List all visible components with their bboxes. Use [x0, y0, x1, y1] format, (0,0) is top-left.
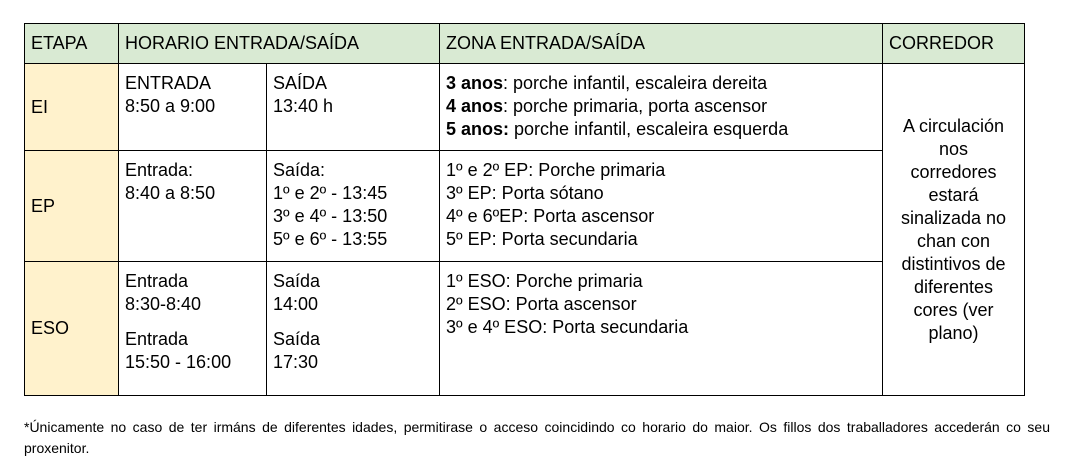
corredor-line: A circulación	[902, 115, 1005, 136]
eso-entrada-time: 15:50 - 16:00	[125, 352, 232, 372]
corredor-line: plano)	[928, 322, 979, 343]
ep-saida-time: 5º e 6º - 13:55	[273, 229, 388, 249]
ei-zona-5anos: 5 anos: porche infantil, escaleira esquerda	[446, 119, 789, 139]
ei-saida-label: SAÍDA	[273, 73, 328, 93]
ep-entrada-label: Entrada:	[125, 160, 194, 180]
ei-entrada-cell	[119, 64, 267, 151]
ei-entrada-label: ENTRADA	[125, 73, 212, 93]
eso-saida-label: Saída	[273, 271, 321, 291]
ep-zona-cell	[440, 151, 883, 262]
ep-zona-item: 5º EP: Porta secundaria	[446, 229, 638, 249]
stage-ei: EI	[25, 64, 119, 151]
row-ep	[25, 151, 1025, 262]
eso-zona-item: 1º ESO: Porche primaria	[446, 271, 643, 291]
corredor-line: nos	[938, 138, 969, 159]
eso-saida-time: 17:30	[273, 352, 319, 372]
corredor-line: chan con	[916, 230, 991, 251]
ei-saida-cell	[267, 64, 440, 151]
eso-saida-cell	[267, 262, 440, 396]
ei-saida-time: 13:40 h	[273, 96, 334, 116]
eso-entrada-label: Entrada	[125, 271, 189, 291]
eso-saida-time: 14:00	[273, 294, 319, 314]
corredor-line: distintivos de	[901, 253, 1006, 274]
corredor-line: diferentes	[913, 276, 994, 297]
ei-zona-cell	[440, 64, 883, 151]
ei-zona-3anos: 3 anos: porche infantil, escaleira dereita	[446, 73, 768, 93]
header-horario: HORARIO ENTRADA/SAÍDA	[119, 24, 440, 64]
header-corredor: CORREDOR	[883, 24, 1025, 64]
header-zona: ZONA ENTRADA/SAÍDA	[440, 24, 883, 64]
eso-zona-item: 2º ESO: Porta ascensor	[446, 294, 637, 314]
ep-zona-item: 4º e 6ºEP: Porta ascensor	[446, 206, 655, 226]
header-etapa: ETAPA	[25, 24, 119, 64]
schedule-table	[24, 23, 1025, 396]
footnote: *Únicamente no caso de ter irmáns de diferentes idades, permitirase o acceso coincidindo co horario do maior. Os fillos dos traballadores accederán co seu proxenitor.	[24, 419, 1050, 456]
eso-zona-cell	[440, 262, 883, 396]
ep-entrada-time: 8:40 a 8:50	[125, 183, 216, 203]
corredor-line: estará	[928, 184, 979, 205]
ep-saida-label: Saída:	[273, 160, 326, 180]
header-row	[25, 24, 1025, 64]
ep-saida-cell	[267, 151, 440, 262]
eso-zona-item: 3º e 4º ESO: Porta secundaria	[446, 317, 689, 337]
corredor-line: sinalizada no	[900, 207, 1007, 228]
corredor-line: cores (ver	[913, 299, 994, 320]
stage-eso: ESO	[25, 262, 119, 396]
stage-ep: EP	[25, 151, 119, 262]
ep-zona-item: 1º e 2º EP: Porche primaria	[446, 160, 666, 180]
eso-entrada-cell	[119, 262, 267, 396]
corredor-line: corredores	[910, 161, 997, 182]
ei-zona-4anos: 4 anos: porche primaria, porta ascensor	[446, 96, 768, 116]
row-eso	[25, 262, 1025, 396]
ei-entrada-time: 8:50 a 9:00	[125, 96, 216, 116]
row-ei	[25, 64, 1025, 151]
ep-zona-item: 3º EP: Porta sótano	[446, 183, 604, 203]
ep-saida-time: 3º e 4º - 13:50	[273, 206, 388, 226]
ep-entrada-cell	[119, 151, 267, 262]
corredor-cell	[883, 64, 1025, 396]
eso-entrada-time: 8:30-8:40	[125, 294, 202, 314]
eso-saida-label: Saída	[273, 329, 321, 349]
eso-entrada-label: Entrada	[125, 329, 189, 349]
ep-saida-time: 1º e 2º - 13:45	[273, 183, 388, 203]
